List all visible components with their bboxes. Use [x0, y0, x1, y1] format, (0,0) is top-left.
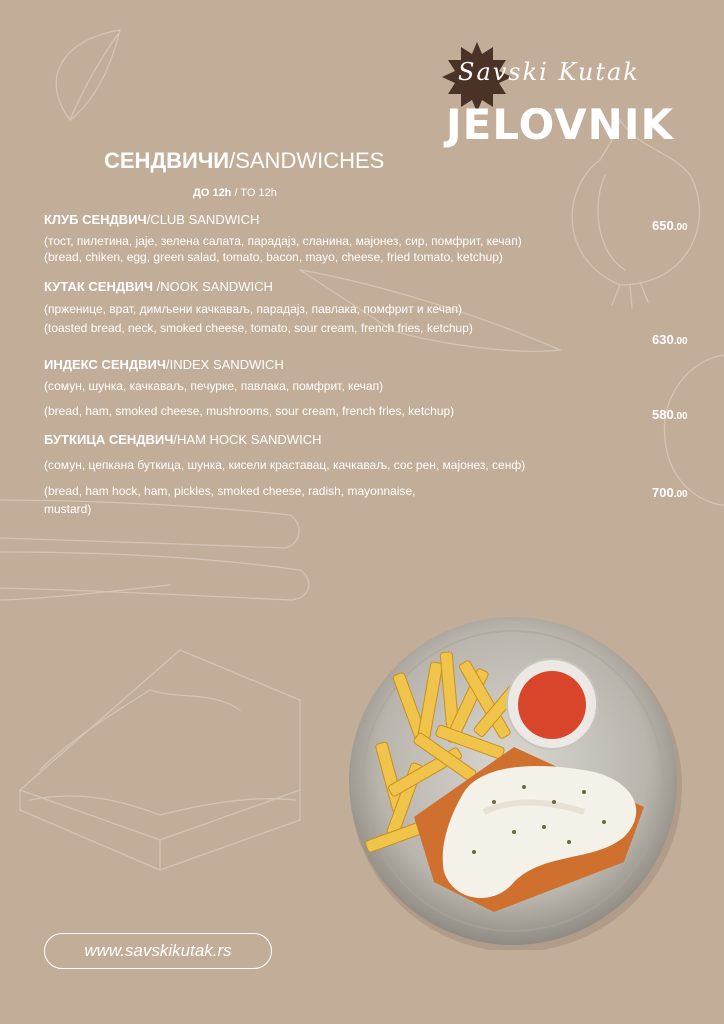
price-decimals: .00	[673, 222, 688, 233]
section-title-en: /SANDWICHES	[229, 148, 385, 173]
menu-item-desc-sr: (прженице, врат, димљени качкаваљ, парадајз, павлака, помфрит и кечап)	[44, 302, 463, 316]
menu-item-price	[652, 332, 688, 347]
section-time	[193, 187, 277, 199]
price-value: 580	[652, 407, 674, 422]
price-decimals: .00	[673, 411, 688, 422]
menu-item-name-en: /INDEX SANDWICH	[166, 357, 284, 372]
menu-item-desc-sr: (тост, пилетина, јаје, зелена салата, парадајз, сланина, мајонез, сир, помфрит, кечап)	[44, 234, 522, 248]
menu-item-desc-en: (bread, ham hock, ham, pickles, smoked cheese, radish, mayonnaise,	[44, 484, 416, 498]
section-time-sr: ДО 12h	[193, 187, 232, 199]
section-title	[104, 148, 384, 174]
brand-script: Savski Kutak	[458, 58, 640, 86]
price-value: 650	[652, 218, 674, 233]
menu-item-name-sr: БУТКИЦА СЕНДВИЧ	[44, 432, 174, 447]
price-value: 630	[652, 332, 674, 347]
menu-item-desc-sr: (сомун, цепкана буткица, шунка, кисели краставац, качкаваљ, сос рен, мајонез, сенф)	[44, 458, 526, 472]
menu-item-price	[652, 407, 688, 422]
menu-item-name-sr: КЛУБ СЕНДВИЧ	[44, 212, 147, 227]
menu-item-desc-en: (toasted bread, neck, smoked cheese, tomato, sour cream, french fries, ketchup)	[44, 321, 473, 335]
menu-item-name-en: /NOOK SANDWICH	[152, 279, 273, 294]
menu-item-name-en: /CLUB SANDWICH	[146, 212, 260, 227]
sauce	[518, 671, 586, 739]
menu-item-desc-en: (bread, ham, smoked cheese, mushrooms, sour cream, french fries, ketchup)	[44, 404, 455, 418]
price-value: 700	[652, 485, 674, 500]
menu-item-title	[44, 279, 273, 294]
menu-item-desc-en-continued: mustard)	[44, 502, 92, 516]
website-link[interactable]: www.savskikutak.rs	[44, 933, 272, 969]
dish-photo	[344, 612, 682, 950]
section-time-en: / TO 12h	[231, 187, 277, 199]
menu-item-desc-sr: (сомун, шунка, качкаваљ, печурке, павлака, помфрит, кечап)	[44, 379, 384, 393]
price-decimals: .00	[673, 489, 688, 500]
menu-item-title	[44, 432, 321, 447]
price-decimals: .00	[673, 336, 688, 347]
section-title-sr: СЕНДВИЧИ	[104, 148, 230, 173]
menu-item-price	[652, 485, 688, 500]
menu-item-desc-en: (bread, chiken, egg, green salad, tomato, bacon, mayo, cheese, fried tomato, ketchup)	[44, 250, 503, 264]
menu-item-title	[44, 357, 284, 372]
brand-title: JELOVNIK	[446, 100, 674, 149]
menu-item-name-sr: ИНДЕКС СЕНДВИЧ	[44, 357, 167, 372]
menu-item-name-en: /HAM HOCK SANDWICH	[173, 432, 322, 447]
menu-item-title	[44, 212, 259, 227]
menu-item-price	[652, 218, 688, 233]
menu-item-name-sr: КУТАК СЕНДВИЧ	[44, 279, 153, 294]
